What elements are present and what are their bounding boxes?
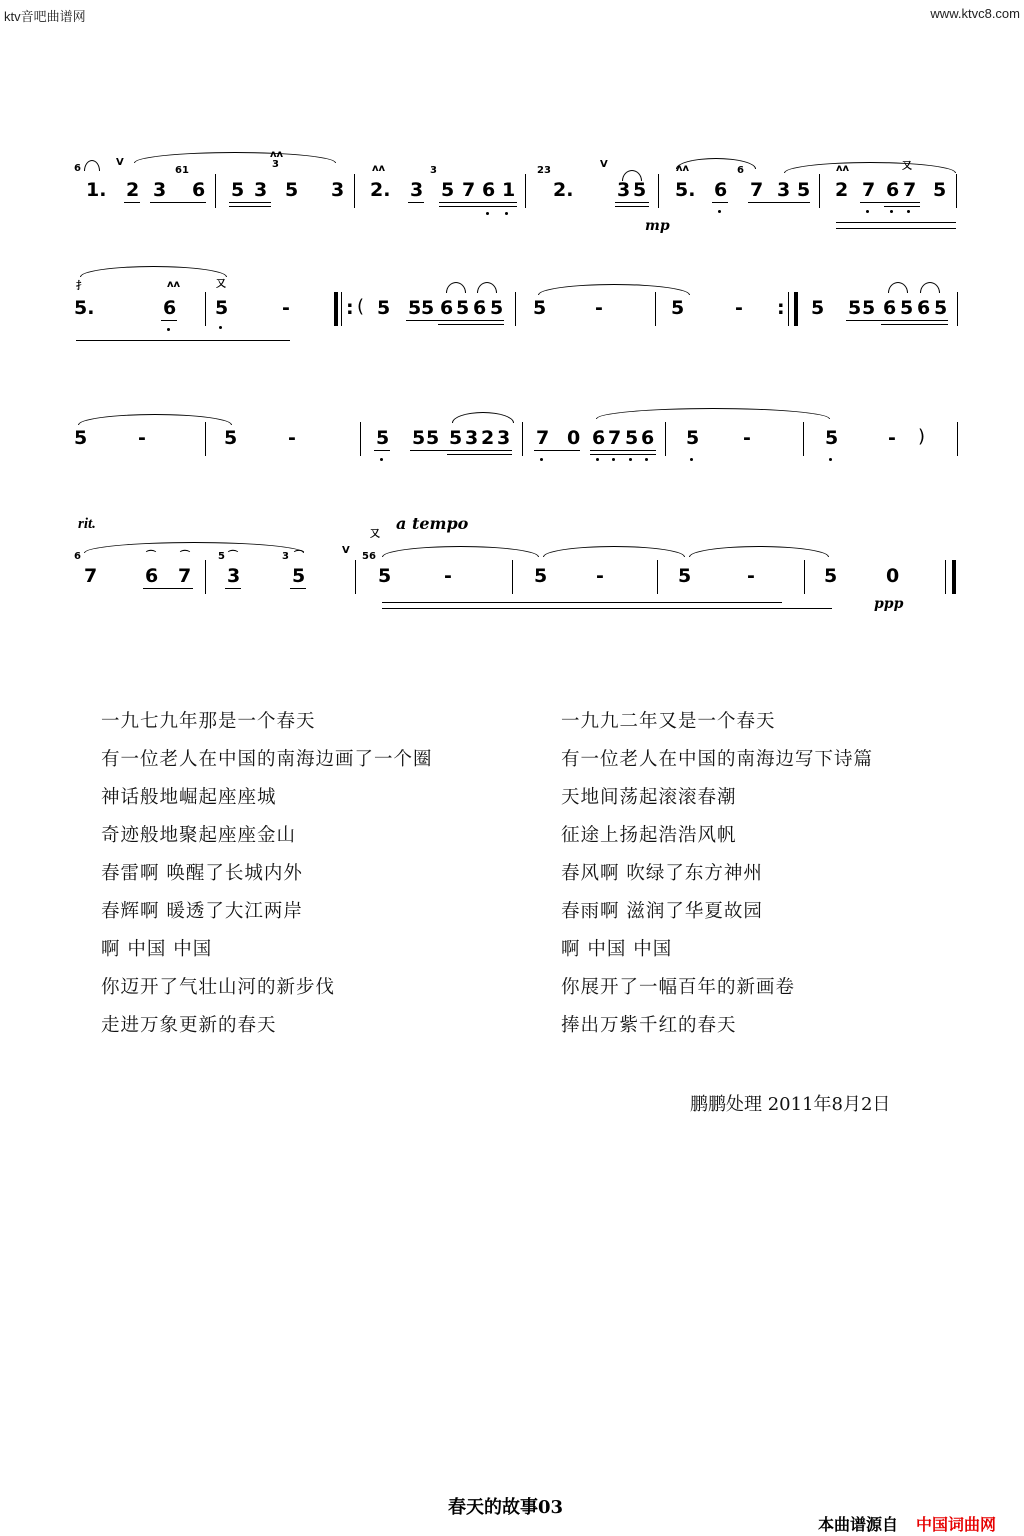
score-system-4: [0, 508, 1024, 618]
score-note: 3: [227, 565, 241, 587]
beam-line: [615, 202, 649, 203]
score-note: 3: [254, 179, 268, 201]
grace-note: 3: [282, 551, 289, 562]
lyric-line: 春雷啊 唤醒了长城内外: [101, 863, 303, 884]
lyric-line: 啊 中国 中国: [561, 939, 673, 960]
grace-note: 5: [218, 551, 225, 562]
score-note: 5: [449, 427, 463, 449]
score-note: 5: [224, 427, 238, 449]
score-note: -: [138, 427, 146, 449]
bar-line: [788, 292, 789, 326]
tempo-a-tempo: a tempo: [396, 514, 469, 533]
grace-note: 扌: [76, 281, 86, 292]
bar-line: [804, 560, 805, 594]
beam-line: [161, 320, 177, 321]
beam-line: [590, 454, 656, 455]
bar-line: [658, 174, 659, 208]
grace-note: 6: [74, 551, 81, 562]
slur: [78, 414, 232, 425]
lyric-line: 神话般地崛起座座城: [101, 787, 277, 808]
score-system-3: [0, 392, 1024, 502]
lyric-line: 一九九二年又是一个春天: [561, 711, 776, 732]
score-note: -: [595, 297, 603, 319]
slur: [382, 546, 539, 557]
score-note: 5: [671, 297, 685, 319]
score-note: 7: [84, 565, 98, 587]
grace-note: ʌʌ: [270, 149, 284, 160]
page-title-footer: 春天的故事03: [448, 1497, 564, 1518]
beam-line: [124, 202, 140, 203]
grace-note: 又: [370, 529, 380, 540]
score-note: 5: [377, 297, 391, 319]
lyric-line: 走进万象更新的春天: [101, 1015, 277, 1036]
dynamic-mp: mp: [645, 218, 670, 234]
score-note: 6: [592, 427, 606, 449]
lyric-line: 你展开了一幅百年的新画卷: [561, 977, 796, 998]
score-note: 6: [714, 179, 728, 201]
octave-dot: [866, 210, 869, 213]
beam-line: [150, 202, 206, 203]
lyric-line: 有一位老人在中国的南海边写下诗篇: [561, 749, 874, 770]
lyric-line: 你迈开了气壮山河的新步伐: [101, 977, 336, 998]
grace-note: 3: [272, 159, 279, 170]
bar-line: [945, 560, 946, 594]
score-note: 3: [331, 179, 345, 201]
bar-line: [957, 422, 958, 456]
beam-line: [229, 206, 271, 207]
bar-line: [334, 292, 338, 326]
grace-note: 6: [74, 163, 81, 174]
slur: [689, 546, 829, 557]
score-note: 5: [862, 297, 876, 319]
score-note: 5: [376, 427, 390, 449]
source-attribution: [818, 1512, 996, 1535]
score-note: -: [444, 565, 452, 587]
score-note: 1: [502, 179, 516, 201]
source-site-link[interactable]: 中国词曲网: [916, 1515, 997, 1534]
score-system-2: [0, 262, 1024, 372]
beam-line: [748, 202, 810, 203]
score-note: 5: [292, 565, 306, 587]
grace-note: 61: [175, 165, 189, 176]
score-note: 5: [686, 427, 700, 449]
score-note: 5: [848, 297, 862, 319]
score-note: 3: [617, 179, 631, 201]
beam-line: [290, 588, 306, 589]
bar-line: [657, 560, 658, 594]
slur: [784, 162, 956, 173]
lyric-line: 春风啊 吹绿了东方神州: [561, 863, 763, 884]
score-note: 6: [482, 179, 496, 201]
score-note: 5: [900, 297, 914, 319]
score-note: 0: [567, 427, 581, 449]
grace-note: 又: [216, 279, 226, 290]
grace-note: ⌒: [228, 551, 238, 562]
score-note: 5: [74, 427, 88, 449]
lyrics-verse-2: [561, 708, 873, 1050]
score-note: -: [888, 427, 896, 449]
score-note: 2: [481, 427, 495, 449]
score-note: 3: [410, 179, 424, 201]
arranger-credit: 鹏鹏处理 2011年8月2日: [690, 1094, 891, 1115]
hairpin: [382, 608, 832, 609]
bar-line: [525, 174, 526, 208]
score-note: 5: [933, 179, 947, 201]
score-note: -: [288, 427, 296, 449]
score-note: 7: [862, 179, 876, 201]
slur: [446, 282, 466, 293]
score-note: 6: [886, 179, 900, 201]
octave-dot: [219, 326, 222, 329]
score-note: 5: [215, 297, 229, 319]
score-note: 5: [285, 179, 299, 201]
score-note: 5: [824, 565, 838, 587]
octave-dot: [829, 458, 832, 461]
slur: [84, 542, 304, 553]
octave-dot: [486, 212, 489, 215]
bar-line: [956, 174, 957, 208]
score-note: 6: [473, 297, 487, 319]
score-note: 5.: [74, 297, 95, 319]
grace-note: ⌒: [146, 551, 156, 562]
score-note: -: [747, 565, 755, 587]
grace-note: ʌʌ: [676, 163, 690, 174]
octave-dot: [167, 328, 170, 331]
score-note: 5: [441, 179, 455, 201]
dynamic-ppp: ppp: [874, 596, 904, 612]
lyric-line: 天地间荡起滚滚春潮: [561, 787, 737, 808]
bar-line: [655, 292, 656, 326]
bar-line: [819, 174, 820, 208]
bar-line: [354, 174, 355, 208]
score-note: -: [735, 297, 743, 319]
beam-line: [143, 588, 193, 589]
parenthesis: ): [918, 426, 926, 447]
grace-note: ʌʌ: [372, 163, 386, 174]
octave-dot: [690, 458, 693, 461]
source-prefix: 本曲谱源自: [818, 1515, 899, 1534]
beam-line: [615, 206, 649, 207]
score-note: 6: [883, 297, 897, 319]
lyrics-verse-1: [101, 708, 433, 1050]
octave-dot: [718, 210, 721, 213]
lyric-line: 春雨啊 滋润了华夏故园: [561, 901, 763, 922]
grace-note: ʌʌ: [167, 279, 181, 290]
lyric-line: 有一位老人在中国的南海边画了一个圈: [101, 749, 433, 770]
slur: [596, 408, 830, 419]
slur: [888, 282, 908, 293]
beam-line: [438, 324, 504, 325]
hairpin: [382, 602, 782, 603]
bar-line: [205, 422, 206, 456]
slur: [538, 284, 690, 295]
slur: [920, 282, 940, 293]
tempo-rit: rit.: [78, 516, 96, 532]
bar-line: [522, 422, 523, 456]
score-note: 0: [886, 565, 900, 587]
score-note: 6: [163, 297, 177, 319]
grace-note: 又: [902, 161, 912, 172]
beam-line: [374, 450, 390, 451]
bar-line: [205, 292, 206, 326]
score-note: 6: [641, 427, 655, 449]
score-note: 7: [462, 179, 476, 201]
site-header-left: ktv音吧曲谱网: [4, 9, 86, 24]
bar-line: [803, 422, 804, 456]
bar-line: [952, 560, 956, 594]
hairpin: [836, 228, 956, 229]
score-note: 7: [536, 427, 550, 449]
beam-line: [846, 320, 948, 321]
slur: [84, 160, 100, 171]
score-note: 5: [534, 565, 548, 587]
beam-line: [410, 450, 512, 451]
octave-dot: [380, 458, 383, 461]
grace-note: ⌒: [294, 551, 304, 562]
slur: [452, 412, 514, 423]
octave-dot: [540, 458, 543, 461]
score-note: 5: [625, 427, 639, 449]
grace-note: V: [342, 545, 350, 556]
score-note: 6: [917, 297, 931, 319]
beam-line: [712, 202, 728, 203]
breath-mark: V: [116, 157, 124, 168]
octave-dot: [596, 458, 599, 461]
score-note: 3: [465, 427, 479, 449]
beam-line: [439, 206, 517, 207]
score-note: 2: [126, 179, 140, 201]
score-note: 1.: [86, 179, 107, 201]
bar-line: [515, 292, 516, 326]
grace-note: ʌʌ: [836, 163, 850, 174]
hairpin: [76, 340, 290, 341]
bar-line: [341, 292, 342, 326]
lyric-line: 春辉啊 暖透了大江两岸: [101, 901, 303, 922]
score-note: 5: [811, 297, 825, 319]
score-note: 5.: [675, 179, 696, 201]
slur: [134, 149, 336, 163]
grace-note: V: [600, 159, 608, 170]
score-note: 6: [145, 565, 159, 587]
score-note: -: [282, 297, 290, 319]
score-note: 5: [934, 297, 948, 319]
score-system-1: [0, 150, 1024, 260]
score-note: 5: [678, 565, 692, 587]
score-note: 6: [192, 179, 206, 201]
beam-line: [884, 206, 920, 207]
score-note: 5: [533, 297, 547, 319]
score-note: 5: [633, 179, 647, 201]
score-note: 2.: [553, 179, 574, 201]
score-note: 7: [903, 179, 917, 201]
slur: [80, 266, 227, 277]
score-note: -: [743, 427, 751, 449]
score-note: :: [346, 297, 354, 319]
hairpin: [836, 222, 956, 223]
beam-line: [439, 202, 517, 203]
grace-note: 23: [537, 165, 551, 176]
grace-note: 6: [737, 165, 744, 176]
octave-dot: [907, 210, 910, 213]
octave-dot: [890, 210, 893, 213]
score-note: 5: [797, 179, 811, 201]
lyric-line: 捧出万紫千红的春天: [561, 1015, 737, 1036]
score-note: -: [596, 565, 604, 587]
grace-note: ⌒: [180, 551, 190, 562]
lyric-line: 征途上扬起浩浩风帆: [561, 825, 737, 846]
beam-line: [590, 450, 656, 451]
bar-line: [355, 560, 356, 594]
score-note: 5: [456, 297, 470, 319]
bar-line: [205, 560, 206, 594]
score-note: 2.: [370, 179, 391, 201]
beam-line: [225, 588, 241, 589]
score-note: 2: [835, 179, 849, 201]
score-note: 7: [608, 427, 622, 449]
bar-line: [794, 292, 798, 326]
score-note: 5: [412, 427, 426, 449]
beam-line: [447, 454, 512, 455]
score-note: 5: [490, 297, 504, 319]
score-note: 3: [777, 179, 791, 201]
octave-dot: [505, 212, 508, 215]
beam-line: [408, 202, 424, 203]
score-note: 5: [231, 179, 245, 201]
beam-line: [860, 202, 920, 203]
beam-line: [406, 320, 504, 321]
octave-dot: [629, 458, 632, 461]
octave-dot: [612, 458, 615, 461]
score-note: 5: [426, 427, 440, 449]
bar-line: [215, 174, 216, 208]
score-note: 5: [408, 297, 422, 319]
score-note: 5: [378, 565, 392, 587]
score-note: 7: [750, 179, 764, 201]
slur: [543, 546, 685, 557]
lyric-line: 奇迹般地聚起座座金山: [101, 825, 297, 846]
bar-line: [512, 560, 513, 594]
grace-note: 56: [362, 551, 376, 562]
lyric-line: 一九七九年那是一个春天: [101, 711, 316, 732]
beam-line: [881, 324, 948, 325]
bar-line: [665, 422, 666, 456]
beam-line: [229, 202, 271, 203]
slur: [477, 282, 497, 293]
score-note: 5: [421, 297, 435, 319]
grace-note: 3: [430, 165, 437, 176]
score-note: 3: [497, 427, 511, 449]
parenthesis: (: [357, 296, 365, 317]
score-note: 5: [825, 427, 839, 449]
bar-line: [360, 422, 361, 456]
score-note: :: [777, 297, 785, 319]
octave-dot: [645, 458, 648, 461]
beam-line: [534, 450, 580, 451]
lyric-line: 啊 中国 中国: [101, 939, 213, 960]
site-header-right: www.ktvc8.com: [930, 6, 1020, 21]
bar-line: [957, 292, 958, 326]
score-note: 6: [440, 297, 454, 319]
score-note: 7: [178, 565, 192, 587]
score-note: 3: [153, 179, 167, 201]
